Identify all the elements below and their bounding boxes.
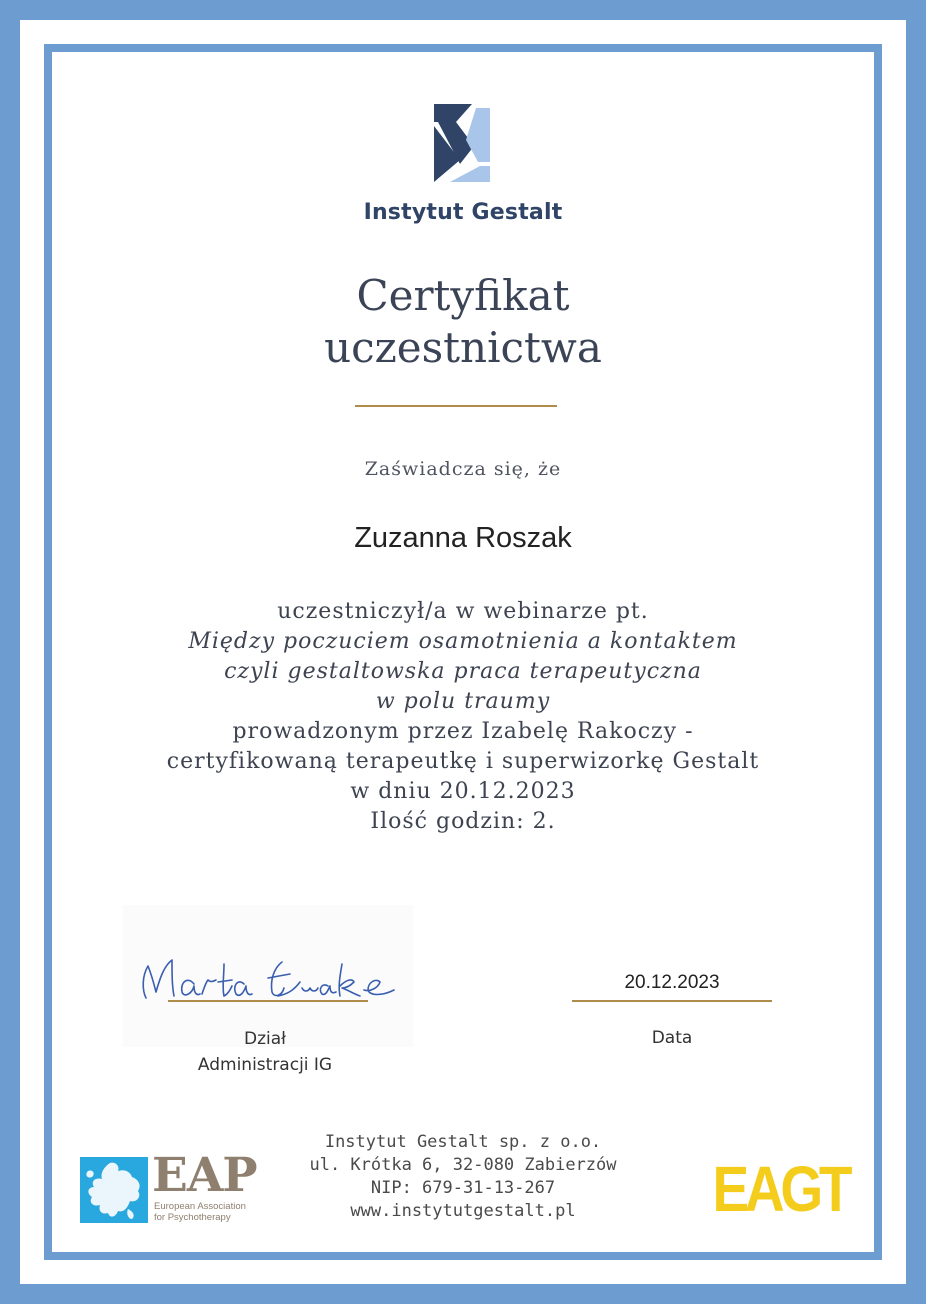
certificate-title (0, 270, 926, 374)
eap-logo (80, 1148, 260, 1225)
eap-subtitle-line-2: for Psychotherapy (154, 1212, 231, 1223)
eap-logo-subtitle (154, 1201, 246, 1223)
recipient-name: Zuzanna Roszak (354, 522, 572, 554)
signature-line (168, 1000, 368, 1002)
eagt-logo-text: EAGT (712, 1153, 849, 1225)
address-line-3: NIP: 679-31-13-267 (370, 1178, 556, 1198)
intro-text: Zaświadcza się, że (364, 458, 562, 480)
title-line-1: Certyfikat (356, 271, 570, 320)
address-line-1: Instytut Gestalt sp. z o.o. (324, 1132, 602, 1152)
title-line-2: uczestnictwa (324, 323, 602, 372)
title-divider (355, 405, 557, 407)
body-line-6: certyfikowaną terapeutkę i superwizorkę Gestalt (166, 749, 760, 774)
webinar-title-line-1: Między poczuciem osamotnienia a kontaktem (188, 629, 738, 654)
eap-logo-letters: EAP (152, 1148, 257, 1203)
date-line (572, 1000, 772, 1002)
europe-map-icon (80, 1157, 148, 1223)
eap-subtitle-line-1: European Association (154, 1201, 246, 1212)
webinar-title-line-2: czyli gestaltowska praca terapeutyczna (224, 659, 702, 684)
date-value: 20.12.2023 (624, 972, 720, 993)
webinar-title-line-3: w polu traumy (375, 689, 551, 714)
signature-caption (170, 1026, 360, 1078)
body-line-8: Ilość godzin: 2. (370, 809, 556, 834)
address-line-2: ul. Krótka 6, 32-080 Zabierzów (309, 1155, 617, 1175)
certificate-body (0, 597, 926, 837)
gestalt-logo-icon (426, 100, 498, 186)
body-line-5: prowadzonym przez Izabelę Rakoczy - (232, 719, 694, 744)
eagt-logo (703, 1153, 849, 1225)
address-line-4: www.instytutgestalt.pl (350, 1201, 576, 1221)
signature-caption-line-2: Administracji IG (197, 1055, 333, 1075)
organization-name: Instytut Gestalt (363, 200, 563, 225)
body-line-7: w dniu 20.12.2023 (350, 779, 576, 804)
body-line-1: uczestniczył/a w webinarze pt. (277, 599, 649, 624)
handwritten-signature (132, 940, 402, 1006)
signature-caption-line-1: Dział (244, 1029, 286, 1049)
date-caption: Data (651, 1028, 693, 1048)
